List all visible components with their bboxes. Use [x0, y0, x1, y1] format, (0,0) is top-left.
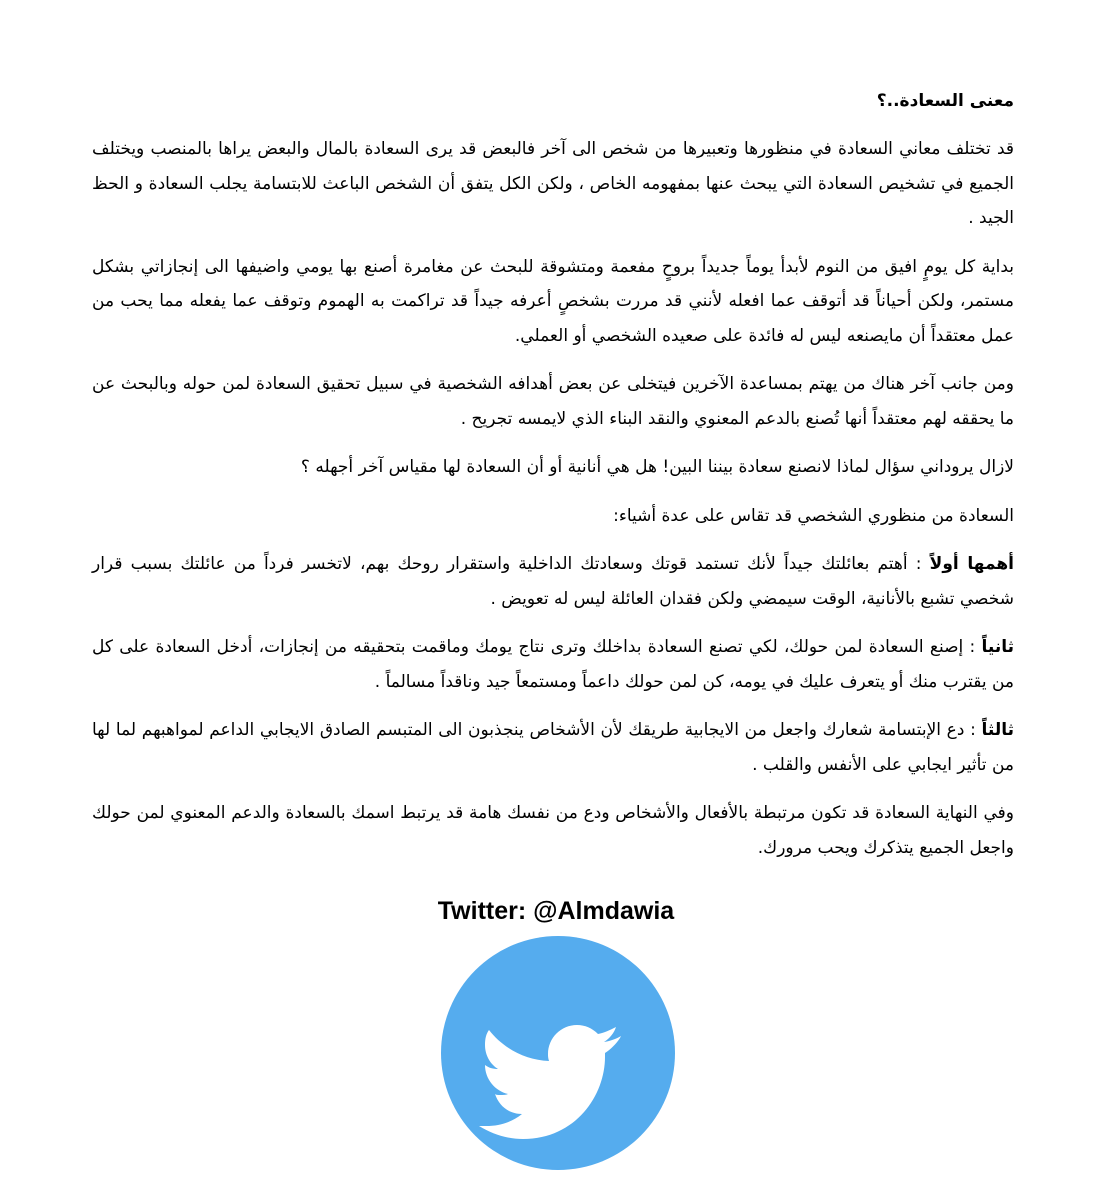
twitter-handle: Twitter: @Almdawia [437, 897, 675, 925]
second-lead: ثانياً [981, 637, 1014, 657]
paragraph-measure: السعادة من منظوري الشخصي قد تقاس على عدة أشياء: [613, 505, 1014, 526]
first-text: : أهتم بعائلتك جيداً لأنك تستمد قوتك وسعادتك الداخلية واستقرار روحك بهم، لاتخسر فرداً من عائلتك بسبب قرار شخصي تشبع بالأنانية، الوقت سيمضي ولكن فقدان العائلة ليس له تعويض . [92, 554, 1014, 609]
third-lead: ثالثاً [981, 720, 1014, 740]
paragraph-intro: قد تختلف معاني السعادة في منظورها وتعبيرها من شخص الى آخر فالبعض قد يرى السعادة بالمال والبعض يراها بالمنصب ويختلف الجميع في تشخيص السعادة التي يبحث عنها بمفهومه الخاص ، ولكن الكل يتفق أن الشخص الباعث للابتسامة يجلب السعادة و الحظ الجيد . [92, 139, 1014, 228]
paragraph-helpers: ومن جانب آخر هناك من يهتم بمساعدة الآخرين فيتخلى عن بعض أهدافه الشخصية في سبيل تحقيق السعادة لمن حوله وبالبحث عن ما يحققه لهم معتقداً أنها تُصنع بالدعم المعنوي والنقد البناء الذي لايمسه تجريح . [92, 374, 1014, 429]
first-lead: أهمها أولاً [929, 554, 1014, 574]
paragraph-third [92, 713, 1014, 782]
paragraph-question: لازال يروداني سؤال لماذا لانصنع سعادة بيننا البين! هل هي أنانية أو أن السعادة لها مقياس آخر أجهله ؟ [300, 457, 1014, 477]
paragraph-daily: بداية كل يومٍ افيق من النوم لأبدأ يوماً جديداً بروحٍ مفعمة ومتشوقة للبحث عن مغامرة أصنع بها يومي واضيفها الى إنجازاتي بشكل مستمر، ولكن أحياناً قد أتوقف عما افعله لأنني قد مررت بشخصٍ أعرفه جيداً قد تراكمت به الهموم وتوقف عما يفعله مما يحب من عمل معتقداً أن مايصنعه ليس له فائدة على صعيده الشخصي أو العملي. [92, 256, 1014, 346]
paragraph-conclusion: وفي النهاية السعادة قد تكون مرتبطة بالأفعال والأشخاص ودع من نفسك هامة قد يرتبط اسمك بالسعادة والدعم المعنوي لمن حولك واجعل الجميع يتذكرك ويحب مرورك. [92, 803, 1014, 858]
second-text: : إصنع السعادة لمن حولك، لكي تصنع السعادة بداخلك وترى نتاج يومك وماقمت بتحقيقه من إنجازات، أدخل السعادة على كل من يقترب منك أو يتعرف عليك في يومه، كن لمن حولك داعماً ومستمعاً جيد وناقداً مسالماً . [92, 637, 1014, 692]
paragraph-first [92, 547, 1014, 616]
article-title: معنى السعادة..؟ [876, 91, 1014, 111]
paragraph-second [92, 630, 1014, 699]
third-text: : دع الإبتسامة شعارك واجعل من الايجابية طريقك لأن الأشخاص ينجذبون الى المتبسم الصادق الايجابي الداعم لمواهبهم لما لها من تأثير ايجابي على الأنفس والقلب . [92, 720, 1014, 775]
twitter-bird-icon [441, 936, 675, 1170]
article [92, 88, 1014, 879]
